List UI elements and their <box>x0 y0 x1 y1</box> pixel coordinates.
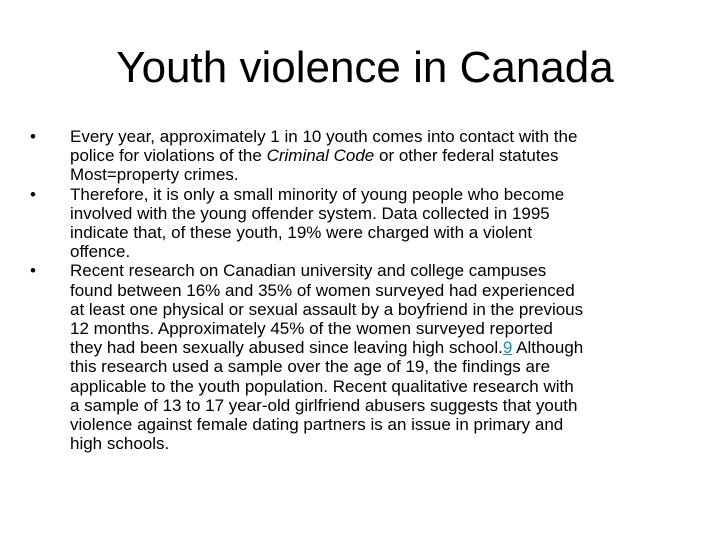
text-segment: Every year, approximately 1 in 10 youth comes into contact with the <box>70 127 578 146</box>
text-segment: high schools. <box>70 434 170 454</box>
bullet-text-line <box>70 396 680 415</box>
footnote-reference-link[interactable]: 9 <box>502 338 513 358</box>
bullet-text-line <box>70 357 680 376</box>
text-segment: offence. <box>70 242 131 262</box>
italic-text: Criminal Code <box>266 146 375 166</box>
text-segment: or other federal statutes <box>374 146 559 166</box>
bullet-text-line <box>70 261 680 280</box>
bullet-text-line <box>70 165 680 184</box>
text-segment: at least one physical or sexual assault by a boyfriend in the previous <box>70 299 584 319</box>
slide-title: Youth violence in Canada <box>116 43 614 92</box>
bullet-text-line <box>70 204 680 223</box>
text-segment: Most=property crimes. <box>70 165 239 185</box>
bullet-text-line <box>70 223 680 242</box>
text-segment: Although <box>512 338 584 358</box>
text-segment: indicate that, of these youth, 19% were charged with a violent <box>70 223 533 243</box>
text-segment: police for violations of the <box>70 146 267 166</box>
text-segment: found between 16% and 35% of women surveyed had experienced <box>70 280 575 300</box>
bullet-marker: • <box>30 261 36 281</box>
bullet-text-line <box>70 415 680 434</box>
text-segment: violence against female dating partners is an issue in primary and <box>70 415 564 435</box>
bullet-list <box>30 127 680 453</box>
bullet-text-line <box>70 146 680 165</box>
bullet-item <box>30 127 680 185</box>
bullet-text-line <box>70 281 680 300</box>
bullet-text-line <box>70 319 680 338</box>
bullet-item <box>30 185 680 262</box>
bullet-text-line <box>70 127 680 146</box>
bullet-text-line <box>70 338 680 357</box>
bullet-text-line <box>70 242 680 261</box>
bullet-text-line <box>70 300 680 319</box>
text-segment: Therefore, it is only a small minority of young people who become <box>70 184 565 204</box>
bullet-text-line <box>70 434 680 453</box>
bullet-marker: • <box>30 184 36 204</box>
bullet-item <box>30 261 680 453</box>
text-segment: a sample of 13 to 17 year-old girlfriend abusers suggests that youth <box>70 395 578 415</box>
text-segment: Recent research on Canadian university and college campuses <box>70 261 547 281</box>
text-segment: 12 months. Approximately 45% of the women surveyed reported <box>70 319 553 339</box>
text-segment: applicable to the youth population. Recent qualitative research with <box>70 376 574 396</box>
bullet-text-line <box>70 185 680 204</box>
bullet-text-line <box>70 377 680 396</box>
text-segment: they had been sexually abused since leaving high school. <box>70 338 503 358</box>
bullet-marker: • <box>30 127 36 146</box>
text-segment: this research used a sample over the age of 19, the findings are <box>70 357 551 377</box>
text-segment: involved with the young offender system. Data collected in 1995 <box>70 203 550 223</box>
